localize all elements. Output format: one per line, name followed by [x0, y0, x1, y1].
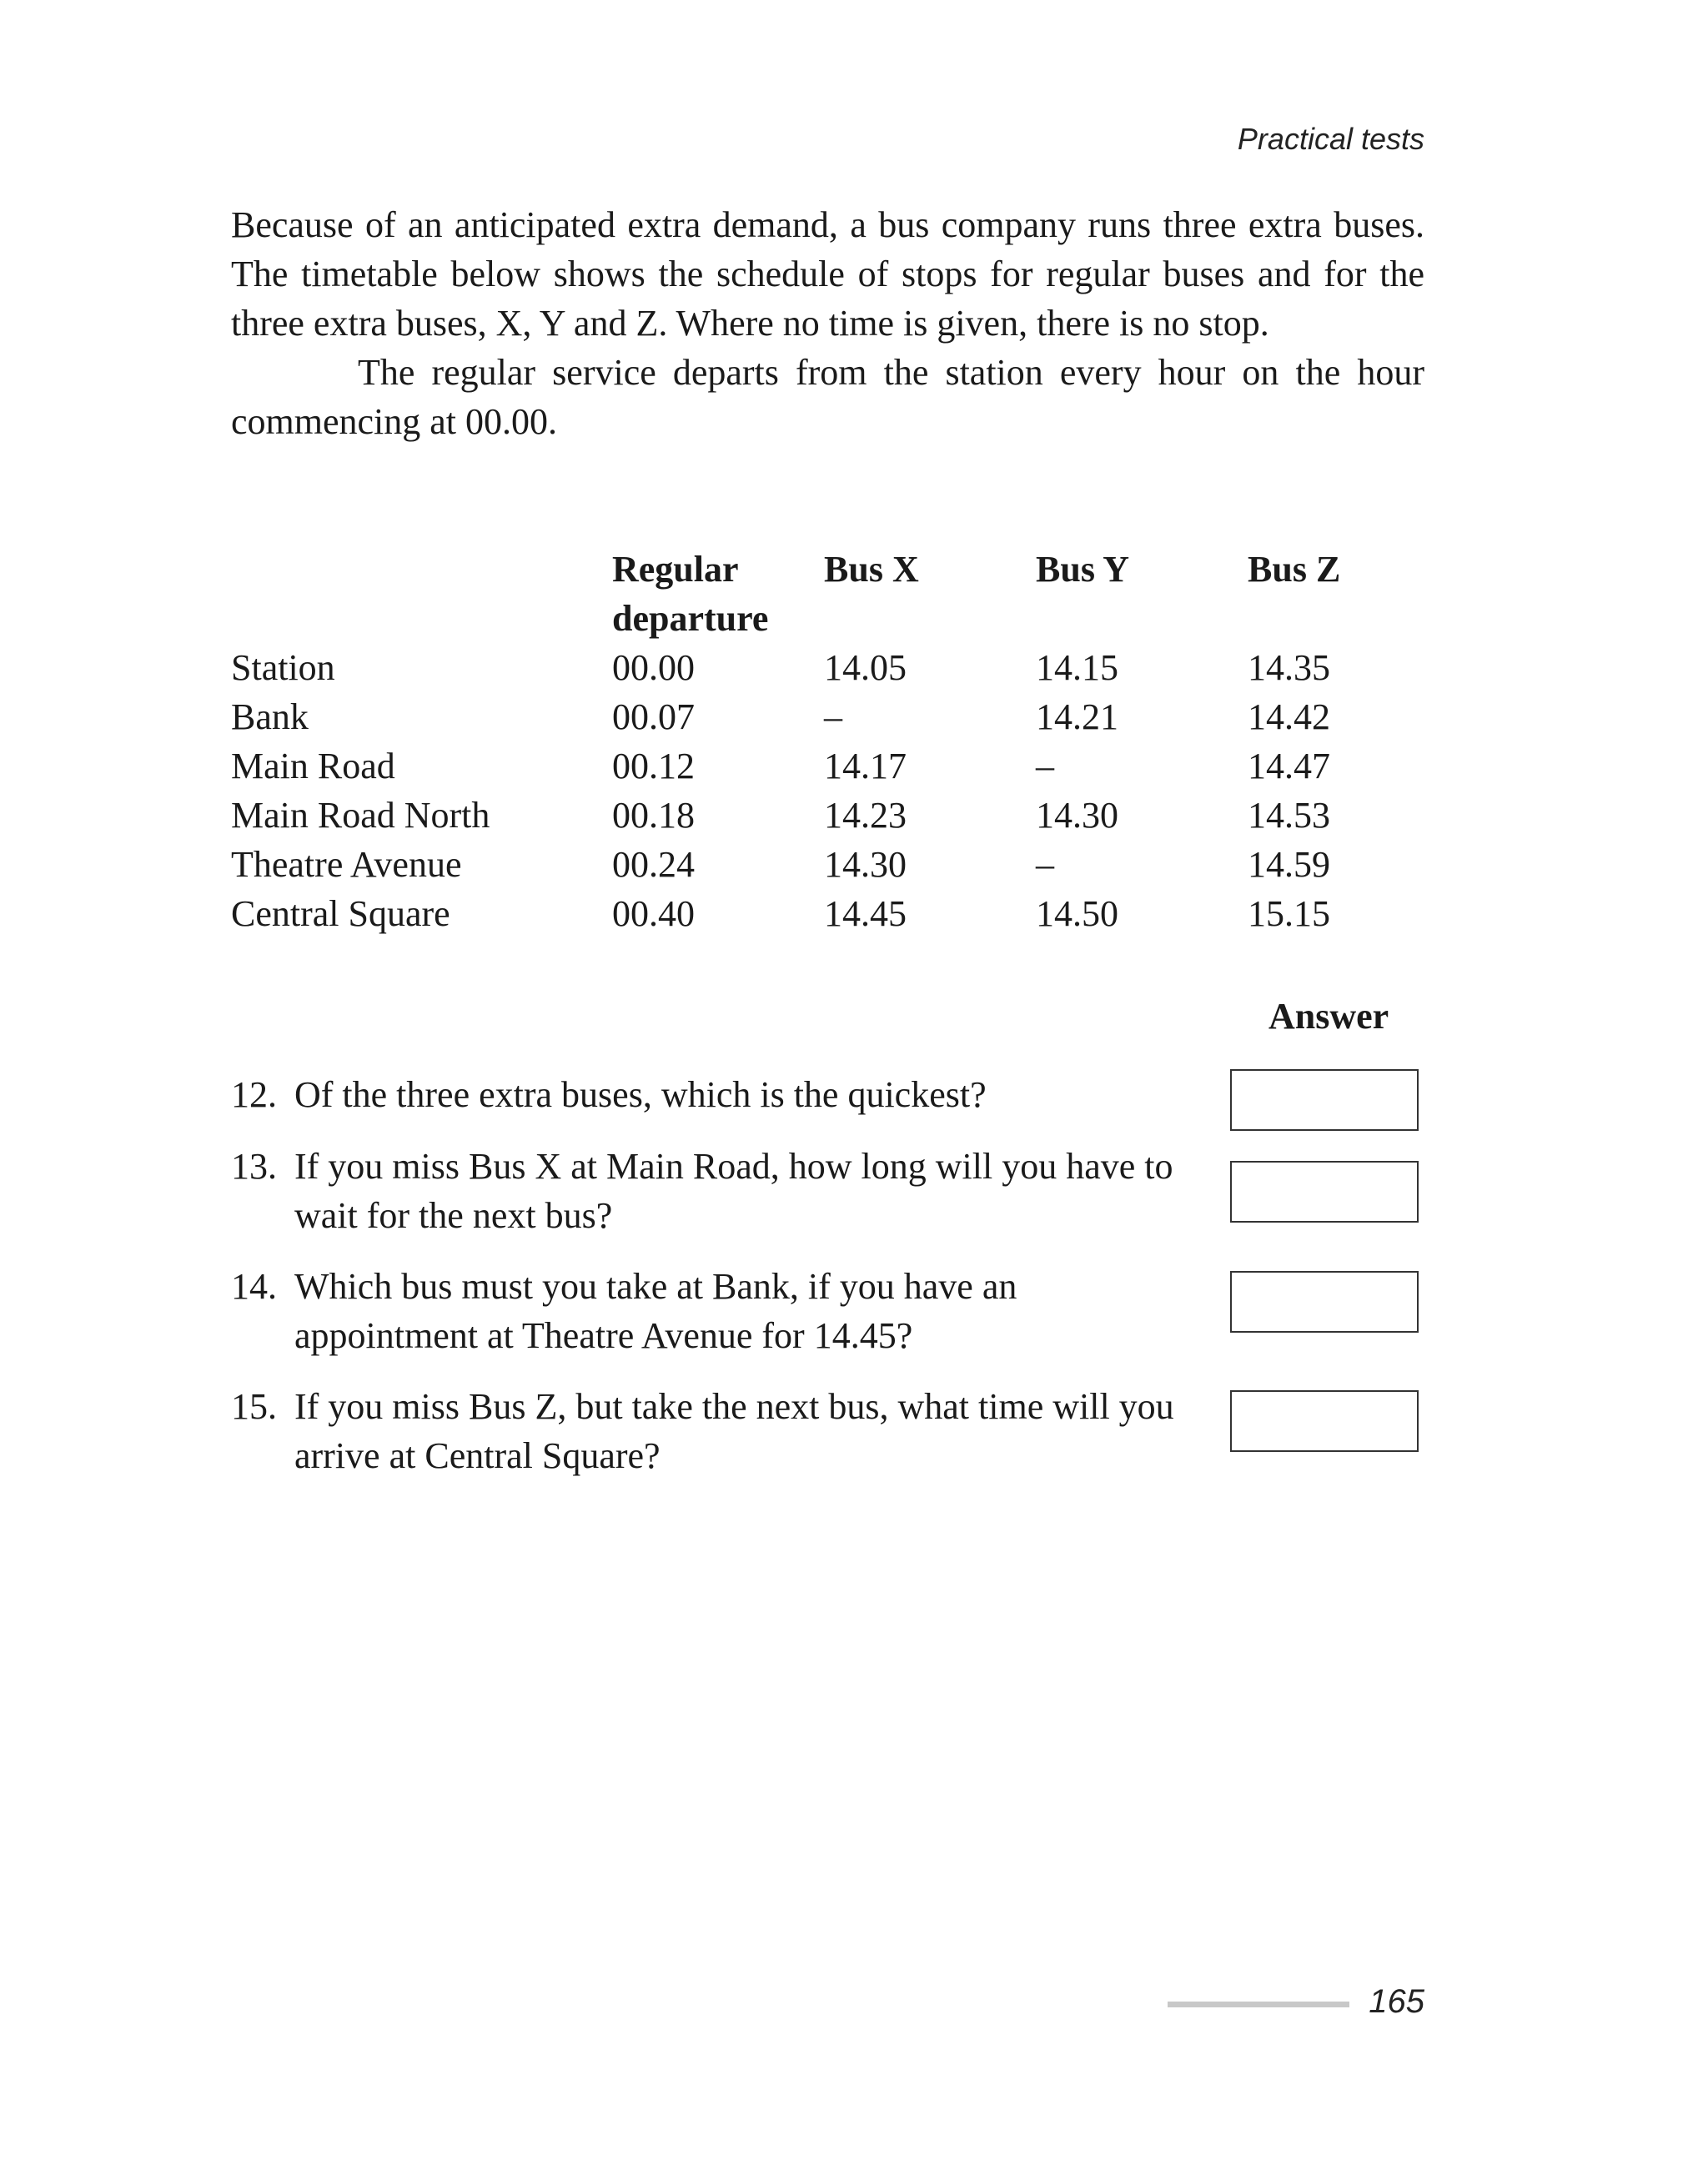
- time-cell: 14.05: [824, 647, 907, 688]
- time-cell: –: [824, 696, 842, 737]
- intro-paragraph: The regular service departs from the station every hour on the hour commencing at 00.00.: [231, 352, 1424, 442]
- table-row: [231, 692, 1424, 741]
- time-cell: 00.00: [612, 647, 695, 688]
- time-cell: 14.30: [1036, 795, 1118, 836]
- answer-box-13[interactable]: [1230, 1161, 1419, 1223]
- table-row: [231, 889, 1424, 938]
- answer-column-label: Answer: [1268, 996, 1389, 1037]
- stop-name: Main Road: [231, 746, 395, 786]
- question-text: Of the three extra buses, which is the quickest?: [294, 1074, 987, 1115]
- timetable-header-bus-z: Bus Z: [1248, 549, 1341, 590]
- time-cell: 00.12: [612, 746, 695, 786]
- timetable-header-bus-x: Bus X: [824, 549, 919, 590]
- time-cell: 14.47: [1248, 746, 1330, 786]
- question-text: Which bus must you take at Bank, if you have an appointment at Theatre Avenue for 14.45?: [294, 1266, 1017, 1356]
- time-cell: 14.23: [824, 795, 907, 836]
- time-cell: –: [1036, 844, 1054, 885]
- stop-name: Theatre Avenue: [231, 844, 462, 885]
- stop-name: Central Square: [231, 893, 450, 934]
- table-row: [231, 791, 1424, 840]
- table-row: [231, 840, 1424, 889]
- answer-box-14[interactable]: [1230, 1271, 1419, 1333]
- table-row: [231, 643, 1424, 692]
- question-15: [231, 1382, 1198, 1480]
- answer-box-12[interactable]: [1230, 1069, 1419, 1131]
- time-cell: 00.07: [612, 696, 695, 737]
- stop-name: Bank: [231, 696, 309, 737]
- time-cell: 14.21: [1036, 696, 1118, 737]
- timetable-header-row: [231, 545, 1424, 643]
- time-cell: 14.59: [1248, 844, 1330, 885]
- question-text: If you miss Bus Z, but take the next bus, what time will you arrive at Central Square?: [294, 1386, 1174, 1476]
- time-cell: 14.53: [1248, 795, 1330, 836]
- question-number: 15.: [231, 1386, 277, 1427]
- question-12: [231, 1070, 1198, 1119]
- answer-box-15[interactable]: [1230, 1390, 1419, 1452]
- time-cell: 14.42: [1248, 696, 1330, 737]
- time-cell: 14.30: [824, 844, 907, 885]
- timetable-header-bus-y: Bus Y: [1036, 549, 1130, 590]
- intro-paragraph: Because of an anticipated extra demand, a bus company runs three extra buses. The timetable below shows the schedule of stops for regular buses and for the three extra buses, X, Y and Z. Where no time is given, there is no stop.: [231, 204, 1424, 344]
- time-cell: 00.18: [612, 795, 695, 836]
- time-cell: 00.24: [612, 844, 695, 885]
- footer-rule: [1168, 2002, 1349, 2007]
- question-13: [231, 1142, 1198, 1240]
- stop-name: Main Road North: [231, 795, 490, 836]
- question-14: [231, 1262, 1198, 1360]
- time-cell: 14.17: [824, 746, 907, 786]
- time-cell: 14.45: [824, 893, 907, 934]
- question-number: 14.: [231, 1266, 277, 1307]
- table-row: [231, 741, 1424, 791]
- intro-text: [231, 200, 1424, 446]
- time-cell: 14.50: [1036, 893, 1118, 934]
- question-text: If you miss Bus X at Main Road, how long will you have to wait for the next bus?: [294, 1146, 1173, 1236]
- time-cell: 00.40: [612, 893, 695, 934]
- time-cell: 15.15: [1248, 893, 1330, 934]
- question-number: 13.: [231, 1146, 277, 1187]
- time-cell: 14.35: [1248, 647, 1330, 688]
- stop-name: Station: [231, 647, 335, 688]
- page-number: 165: [1369, 1983, 1424, 2020]
- time-cell: 14.15: [1036, 647, 1118, 688]
- question-number: 12.: [231, 1074, 277, 1115]
- timetable-header-stop: [231, 545, 612, 643]
- timetable-header-regular: Regular departure: [612, 549, 769, 639]
- time-cell: –: [1036, 746, 1054, 786]
- running-head: Practical tests: [1237, 122, 1424, 156]
- bus-timetable: [231, 545, 1424, 938]
